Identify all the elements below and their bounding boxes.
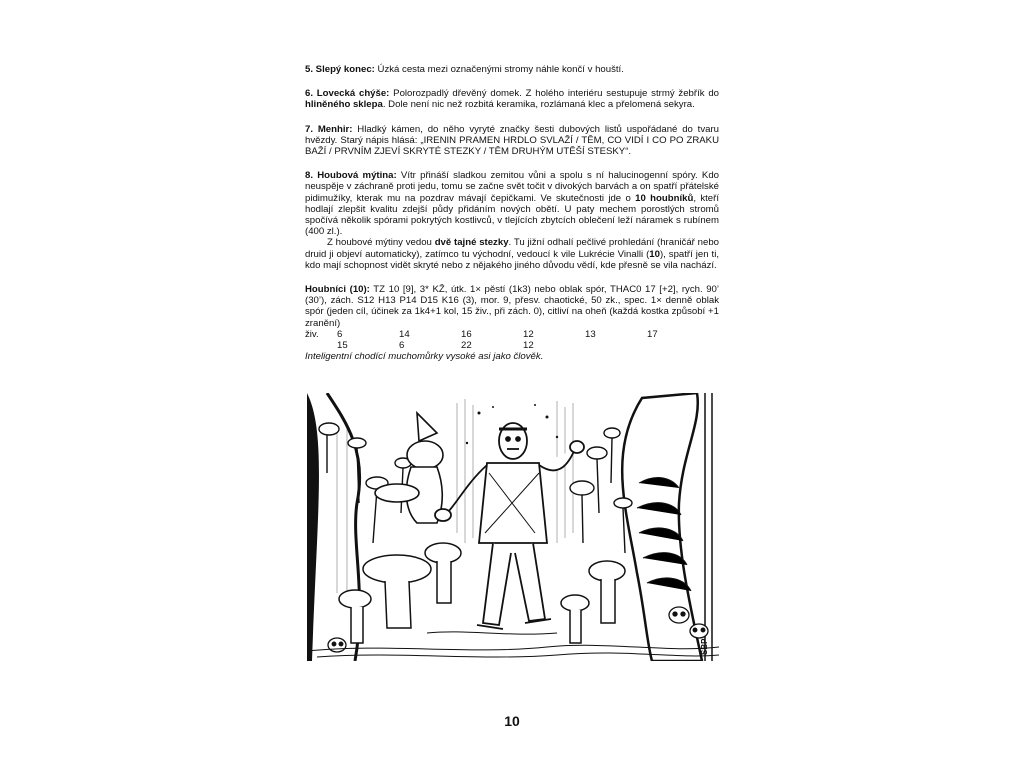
entry-7 bbox=[305, 124, 719, 158]
entry-8-body-b: , kteří hodlají zlepšit kvalitu zdejší půdy přidáním nových obětí. U paty mechem porostlých stromů spočívá několik spórami pokrytých kostlivců, v tlejících zbytcích oblečení leží náramek s rubínem (400 zl.). bbox=[305, 192, 719, 238]
entry-8-body-a: Vítr přináší sladkou zemitou vůni a spolu s ní halucinogenní spóry. Kdo neuspěje v záchraně proti jedu, tomu se začne svět točit v divokých barvách a on spatří přátelské pidimužíky, kterak mu na pozdrav mávají čepičkami. Ve skutečnosti jde o bbox=[305, 170, 719, 204]
entry-6 bbox=[305, 88, 719, 110]
stat-block bbox=[305, 284, 719, 329]
entry-6-body-a: Polorozpadlý dřevěný domek. Z holého interiéru sestupuje strmý žebřík do bbox=[389, 88, 719, 100]
hp-value: 6 bbox=[337, 328, 343, 340]
paths-bold-trails: dvě tajné stezky bbox=[434, 237, 509, 249]
entry-8-title: 8. Houbová mýtina: bbox=[305, 170, 397, 182]
entry-8 bbox=[305, 170, 719, 237]
hp-row-1 bbox=[305, 329, 719, 340]
hp-value: 13 bbox=[585, 328, 596, 340]
text-column bbox=[305, 64, 719, 362]
paths-text-b: . Tu jižní odhalí pečlivé prohledání (hraničář nebo druid ji objeví automaticky), zatímco tu východní, vedoucí k vile Lukrécie Vinalli ( bbox=[305, 237, 719, 260]
entry-5 bbox=[305, 64, 719, 75]
hp-label: živ. bbox=[305, 328, 319, 340]
paths-text-a: Z houbové mýtiny vedou bbox=[327, 237, 435, 249]
paths-bold-ref: 10 bbox=[649, 248, 660, 260]
entry-6-title: 6. Lovecká chýše: bbox=[305, 88, 390, 100]
hp-value: 15 bbox=[337, 340, 348, 352]
mushroom-forest-illustration bbox=[307, 393, 719, 661]
page-number: 10 bbox=[504, 713, 520, 729]
entry-8-bold-houbnici: 10 houbníků bbox=[635, 192, 694, 204]
paths-text-c: ), spatří jen ti, kdo mají schopnost vidět skryté nebo z nějakého jiného důvodu vědí, kde přesně se vila nachází. bbox=[305, 248, 719, 271]
entry-7-body: Hladký kámen, do něho vyryté značky šesti dubových listů uspořádané do tvaru hvězdy. Starý nápis hlásá: „IRENIN PRAMEN HRDLO SVLAŽÍ / TĚM, CO VIDÍ I CO PO ZRAKU BAŽÍ / PRVNÍM ZJEVÍ SKRYTÉ STEZKY / TĚM DRUHÝM UTĚŠÍ STESKY“. bbox=[305, 123, 720, 158]
entry-5-body: Úzká cesta mezi označenými stromy náhle končí v houští. bbox=[374, 64, 624, 75]
hp-value: 12 bbox=[523, 328, 534, 340]
hp-value: 16 bbox=[461, 328, 472, 340]
hp-value: 12 bbox=[523, 340, 534, 352]
hp-value: 14 bbox=[399, 328, 410, 340]
entry-7-title: 7. Menhir: bbox=[305, 123, 353, 135]
stat-block-body: TZ 10 [9], 3* KŽ, útk. 1× pěstí (1k3) nebo oblak spór, THAC0 17 [+2], rych. 90’ (30’), zách. S12 H13 P14 D15 K16 (3), mor. 9, přesv. chaotické, 50 zk., spec. 1× denně oblak spór (jeden cíl, účinek za 1k4+1 kol, 15 živ., při zách. 0), citliví na oheň (každá kostka způsobí +1 zranění) bbox=[305, 284, 719, 329]
illustration-drawing bbox=[307, 393, 719, 661]
entry-5-title: 5. Slepý konec: bbox=[305, 64, 375, 75]
hp-value: 22 bbox=[461, 340, 472, 352]
artist-signature: SBP bbox=[700, 638, 709, 655]
stat-block-title: Houbníci (10): bbox=[305, 284, 370, 296]
hp-row-2 bbox=[305, 340, 719, 351]
hp-value: 6 bbox=[399, 340, 405, 352]
entry-6-bold-cellar: hliněného sklepa bbox=[305, 99, 383, 111]
paths-paragraph bbox=[305, 237, 719, 271]
hp-value: 17 bbox=[647, 328, 658, 340]
entry-6-body-b: . Dole není nic než rozbitá keramika, rozlámaná klec a přelomená sekyra. bbox=[382, 99, 695, 111]
monster-note: Inteligentní chodící muchomůrky vysoké asi jako člověk. bbox=[305, 351, 544, 363]
